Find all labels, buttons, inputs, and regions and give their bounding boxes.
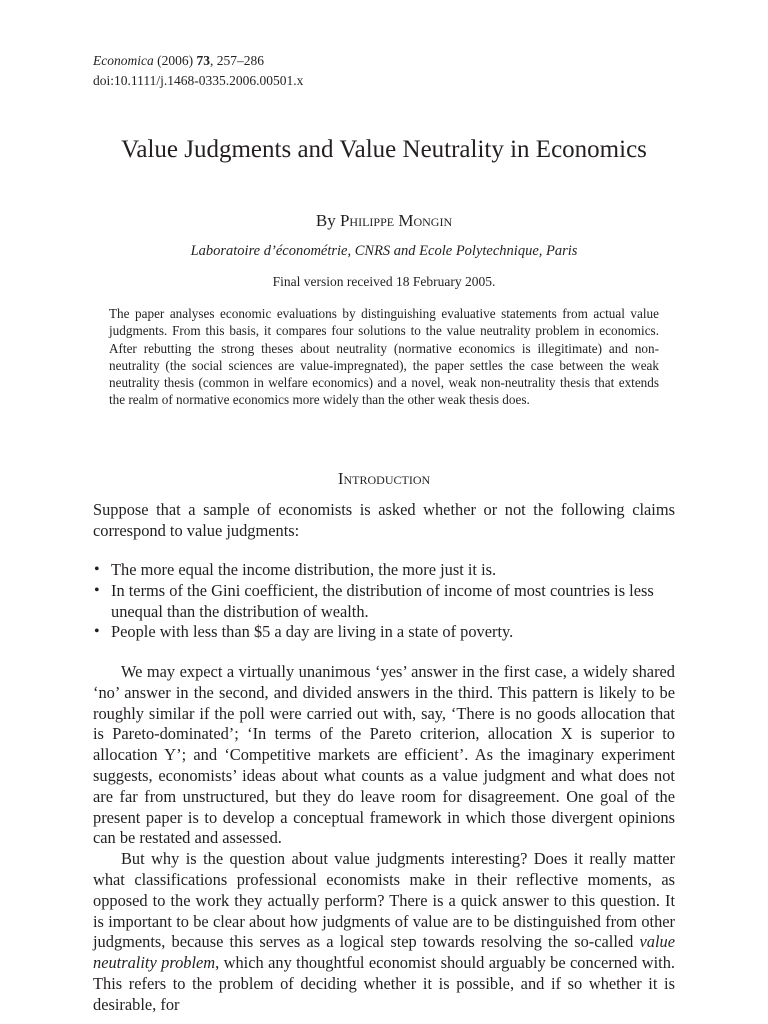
- journal-header: [93, 51, 303, 91]
- list-item-text: In terms of the Gini coefficient, the distribution of income of most countries is less unequal than the distribution of wealth.: [111, 580, 654, 621]
- byline: [93, 210, 675, 232]
- author-name: Philippe Mongin: [339, 211, 453, 230]
- paragraph-text: , which any thoughtful economist should arguably be concerned with. This refers to the problem of deciding whether it is possible, and if so whether it is desirable, for: [93, 953, 675, 1014]
- body-text: [93, 662, 675, 1016]
- body-paragraph-1: We may expect a virtually unanimous ‘yes’ answer in the first case, a widely shared ‘no’ answer in the second, and divided answers in the third. This pattern is likely to be roughly similar if the poll were carried out with, say, ‘There is no goods allocation that is Pareto-dominated’; ‘In terms of the Pareto criterion, allocation X is superior to allocation Y’; and ‘Competitive markets are efficient’. As the imaginary experiment suggests, economists’ ideas about what counts as a value judgment and what does not are far from unstructured, but they do leave room for disagreement. One goal of the present paper is to develop a conceptual framework in which those divergent opinions can be restated and assessed.: [93, 662, 675, 848]
- list-item: [93, 622, 675, 643]
- bullet-icon: •: [94, 561, 100, 578]
- byline-by: By: [315, 211, 336, 230]
- list-item-text: The more equal the income distribution, the more just it is.: [111, 560, 497, 579]
- abstract: The paper analyses economic evaluations by distinguishing evaluative statements from actual value judgments. From this basis, it compares four solutions to the value neutrality problem in economics. After rebutting the strong theses about neutrality (normative economics is illegitimate) and non-neutrality (the social sciences are value-impregnated), the paper settles the case between the weak neutrality thesis (common in welfare economics) and a novel, weak non-neutrality thesis that extends the realm of normative economics more widely than the other weak thesis does.: [109, 306, 659, 408]
- paragraph-text: But why is the question about value judgments interesting? Does it really matter what classifications professional economists make in their reflective moments, as opposed to the work they actually perform? There is a quick answer to this question. It is important to be clear about how judgments of value are to be distinguished from other judgments, because this serves as a logical step towards resolving the so-called: [93, 849, 675, 952]
- list-item-text: People with less than $5 a day are living in a state of poverty.: [111, 622, 514, 642]
- list-item: [93, 581, 675, 623]
- claims-list: [93, 560, 675, 643]
- bullet-icon: •: [94, 623, 100, 641]
- author-affiliation: Laboratoire d’économétrie, CNRS and Ecole Polytechnique, Paris: [190, 243, 578, 259]
- received-date: Final version received 18 February 2005.: [272, 274, 496, 289]
- body-paragraph-2: [93, 849, 675, 1015]
- journal-volume: 73: [196, 53, 210, 68]
- list-item: [93, 560, 675, 581]
- emphasized-term: value neutrality problem: [93, 932, 675, 973]
- journal-name: Economica: [93, 53, 154, 68]
- journal-year: (2006): [157, 53, 194, 68]
- paper-title: Value Judgments and Value Neutrality in Economics: [121, 136, 647, 163]
- journal-pages: , 257–286: [209, 53, 264, 68]
- doi: doi:10.1111/j.1468-0335.2006.00501.x: [93, 73, 304, 88]
- intro-paragraph: Suppose that a sample of economists is asked whether or not the following claims correspond to value judgments:: [93, 500, 675, 540]
- bullet-icon: •: [94, 581, 100, 599]
- section-heading: Introduction: [337, 469, 431, 488]
- citation-line: [93, 51, 303, 71]
